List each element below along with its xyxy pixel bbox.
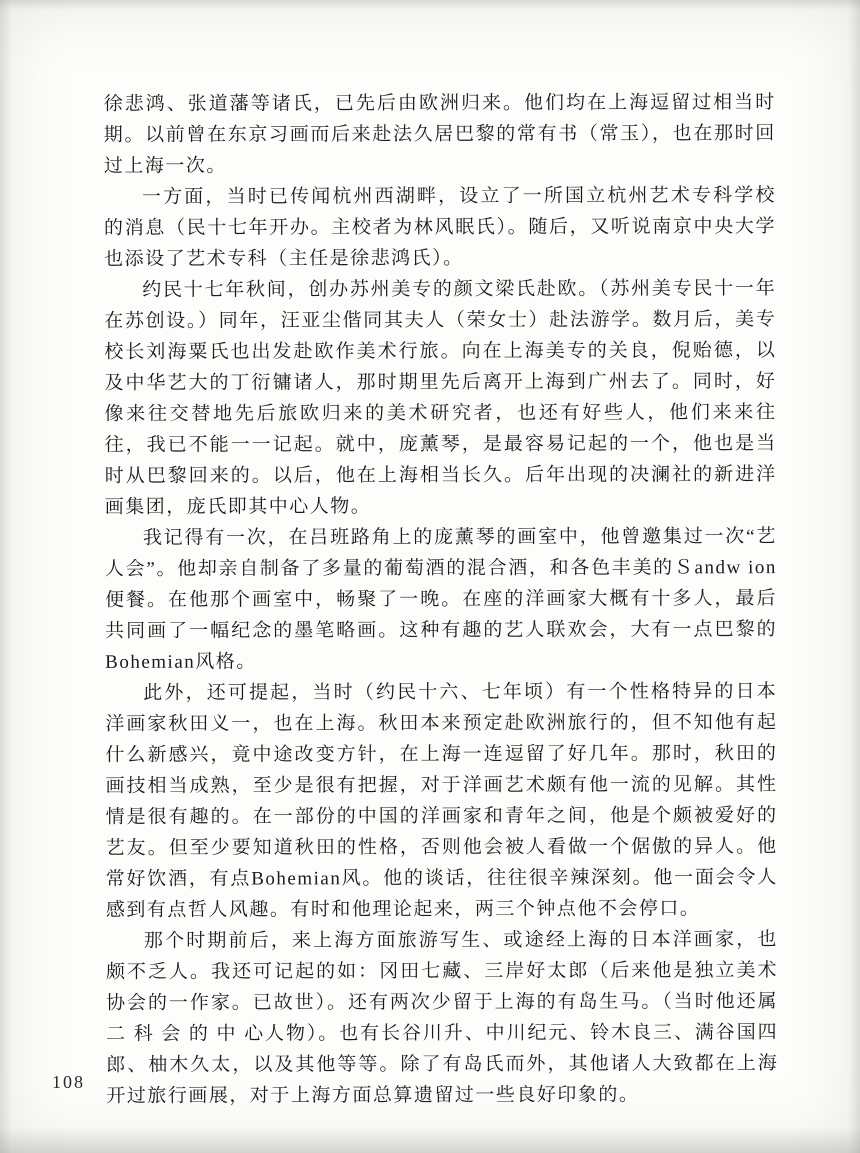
paragraph-5: 此外，还可提起，当时（约民十六、七年顷）有一个性格特异的日本洋画家秋田义一，也在上海。秋田本来预定赴欧洲旅行的，但不知他有起什么新感兴，竟中途改变方针，在上海一连逗留了好几年。那时，秋田的画技相当成熟，至少是很有把握，对于洋画艺术颇有他一流的见解。其性情是很有趣的。在一部份的中国的洋画家和青年之间，他是个颇被爱好的艺友。但至少要知道秋田的性格，否则他会被人看做一个倨傲的异人。他常好饮酒，有点Bohemian风。他的谈话，往往很辛辣深刻。他一面会令人感到有点哲人风趣。有时和他理论起来，两三个钟点他不会停口。 [105, 681, 778, 921]
paragraph-2: 一方面，当时已传闻杭州西湖畔，设立了一所国立杭州艺术专科学校的消息（民十七年开办。主校者为林风眠氏）。随后，又听说南京中央大学也添设了艺术专科（主任是徐悲鸿氏）。 [103, 185, 777, 270]
page-number: 108 [52, 1072, 85, 1092]
scan-edge-shadow-right [848, 0, 860, 1153]
scan-edge-shadow-top [0, 0, 860, 10]
paragraph-6: 那个时期前后，来上海方面旅游写生、或途经上海的日本洋画家，也颇不乏人。我还可记起的如：冈田七藏、三岸好太郎（后来他是独立美术协会的一作家。已故世）。还有两次少留于上海的有岛生马。（当时他还属二 科 会 的 中 心人物）。也有长谷川升、中川纪元、铃木良三、满谷国四郎、柚木久太，以及其他等等。除了有岛氏而外，其他诸人大致都在上海开过旅行画展，对于上海方面总算遗留过一些良好印象的。 [105, 929, 779, 1107]
paragraph-4: 我记得有一次，在吕班路角上的庞薰琴的画室中，他曾邀集过一次“艺人会”。他却亲自制备了多量的葡萄酒的混合酒，和各色丰美的Ｓandw ion便餐。在他那个画室中，畅聚了一晚。在座的洋画家大概有十多人，最后共同画了一幅纪念的墨笔略画。这种有趣的艺人联欢会，大有一点巴黎的Bohemian风格。 [104, 526, 778, 673]
paragraph-1: 徐悲鸿、张道藩等诸氏，已先后由欧洲归来。他们均在上海逗留过相当时期。以前曾在东京习画而后来赴法久居巴黎的常有书（常玉），也在那时回过上海一次。 [103, 92, 776, 177]
scan-edge-shadow-left [0, 0, 12, 1153]
scan-edge-shadow-bottom [0, 1127, 860, 1153]
paragraph-3: 约民十七年秋间，创办苏州美专的颜文梁氏赴欧。（苏州美专民十一年在苏创设。）同年，汪亚尘偕同其夫人（荣女士）赴法游学。数月后，美专校长刘海粟氏也出发赴欧作美术行旅。向在上海美专的关良，倪贻德，以及中华艺大的丁衍镛诸人，那时期里先后离开上海到广州去了。同时，好像来往交替地先后旅欧归来的美术研究者，也还有好些人，他们来来往往，我已不能一一记起。就中，庞薰琴，是最容易记起的一个，他也是当时从巴黎回来的。以后，他在上海相当长久。后年出现的决澜社的新进洋画集团，庞氏即其中心人物。 [104, 278, 777, 518]
page-text-block [104, 87, 779, 1112]
